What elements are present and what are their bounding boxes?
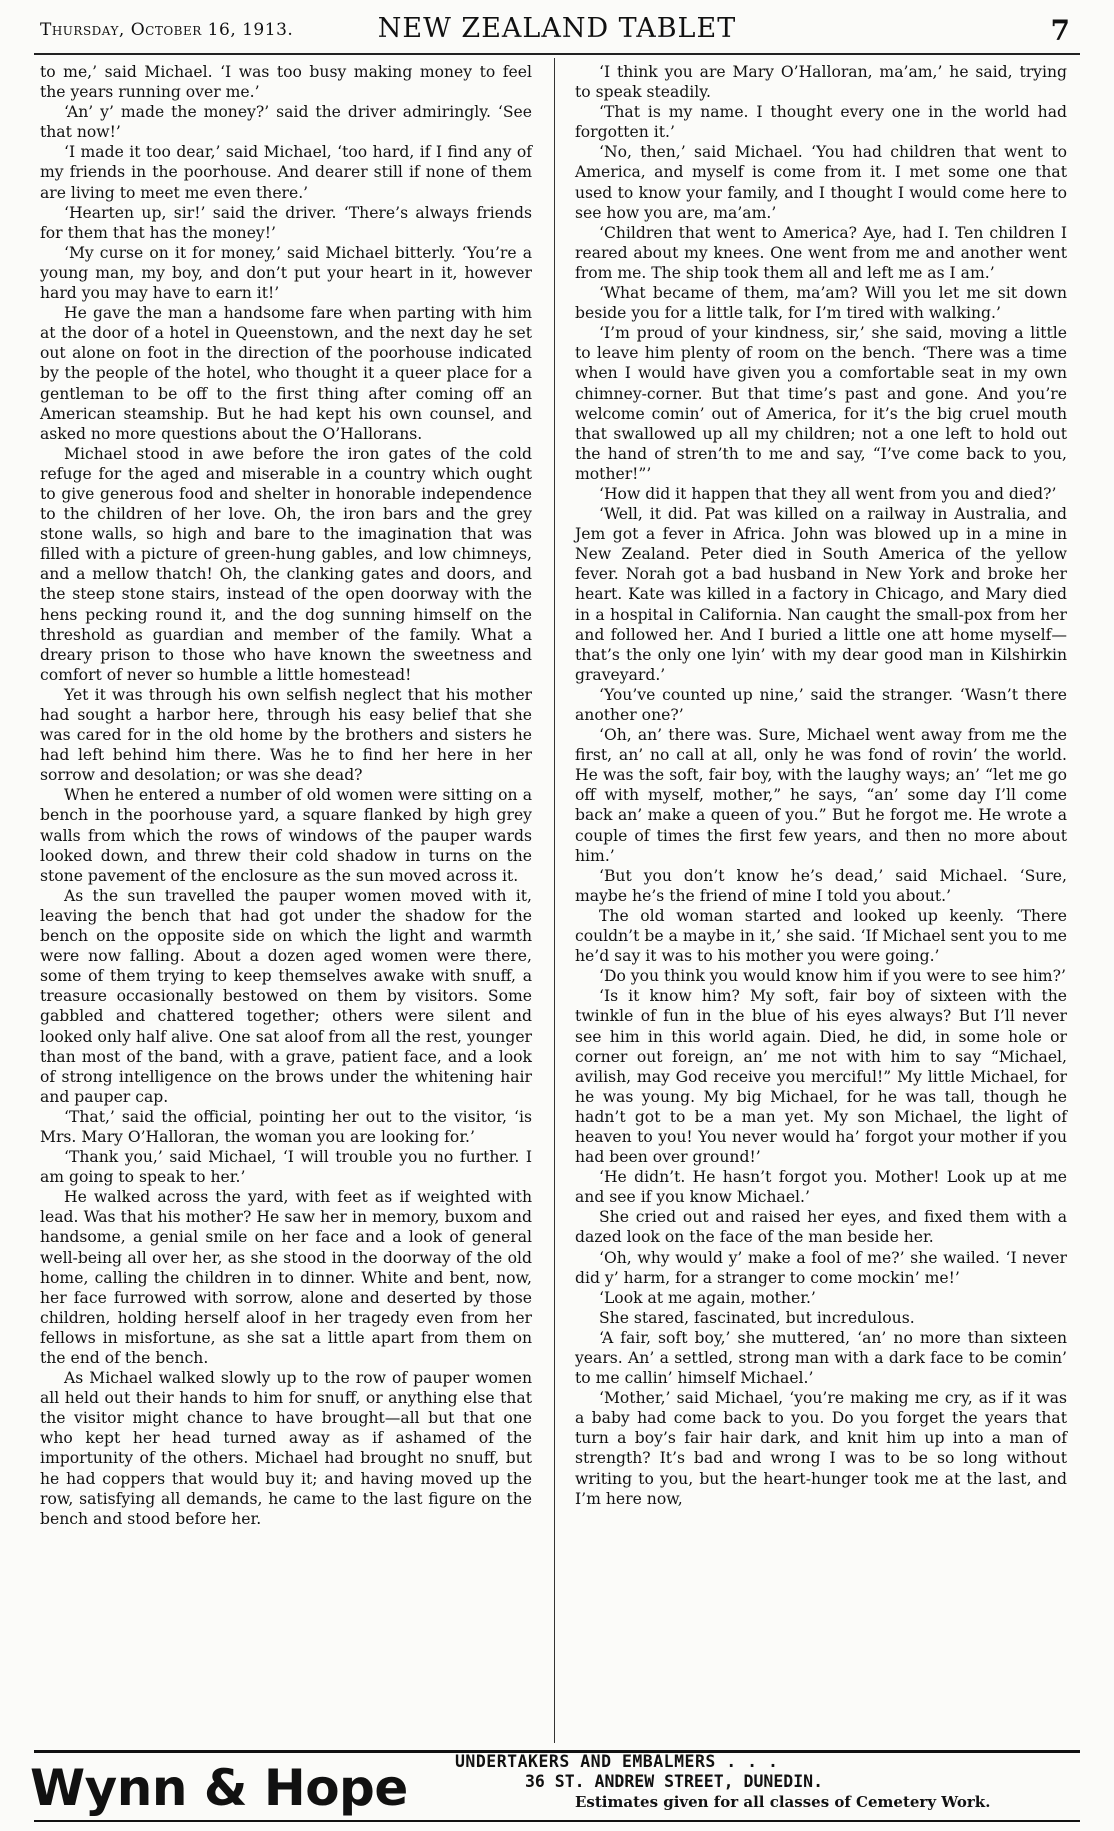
paragraph: ‘That is my name. I thought every one in the world had forgotten it.’: [575, 103, 1067, 142]
paragraph: The old woman started and looked up keenly. ‘There couldn’t be a maybe in it,’ she said. ‘If Michael sent you to me he’d say it was to his mother you were going.’: [575, 906, 1067, 966]
advertisement-text: [455, 1752, 1075, 1812]
paragraph: He walked across the yard, with feet as if weighted with lead. Was that his mother? He saw her in memory, buxom and handsome, a genial smile on her face and a look of general well-being all over her, as she stood in the doorway of the old home, calling the children in to dinner. White and bent, now, her face furrowed with sorrow, alone and deserted by those children, holding herself aloof in her tragedy even from her fellows in misfortune, as she sat a little apart from them on the end of the bench.: [40, 1188, 532, 1367]
ad-services: UNDERTAKERS AND EMBALMERS . . .: [455, 1752, 779, 1771]
paragraph: ‘Oh, an’ there was. Sure, Michael went away from me the first, an’ no call at all, only he was fond of rovin’ the world. He was the soft, fair boy, with the laughy ways; an’ “let me go off with myself, mother,” he says, “an’ some day I’ll come back an’ make a queen of you.” But he forgot me. He wrote a couple of times the first few years, and then no more about him.’: [575, 726, 1067, 865]
paragraph: ‘You’ve counted up nine,’ said the stranger. ‘Wasn’t there another one?’: [575, 685, 1067, 724]
page-number: 7: [1050, 14, 1070, 47]
advertiser-name: Wynn & Hope: [30, 1759, 408, 1817]
paragraph: ‘Oh, why would y’ make a fool of me?’ she wailed. ‘I never did y’ harm, for a stranger to come mockin’ me!’: [575, 1248, 1067, 1287]
paragraph: ‘Mother,’ said Michael, ‘you’re making me cry, as if it was a baby had come back to you. Do you forget the years that turn a boy’s fair hair dark, and knit him up into a man of strength? It’s bad and wrong I was to be so long without writing to you, but the heart-hunger took me at the last, and I’m here now,: [575, 1389, 1067, 1508]
paragraph: He gave the man a handsome fare when parting with him at the door of a hotel in Queenstown, and the next day he set out alone on foot in the direction of the poorhouse indicated by the people of the hotel, who thought it a queer place for a gentleman to be off to the first thing after coming off an American steamship. But he had kept his own counsel, and asked no more questions about the O’Hallorans.: [40, 304, 532, 443]
paragraph: ‘Thank you,’ said Michael, ‘I will trouble you no further. I am going to speak to her.’: [40, 1148, 532, 1187]
header-rule: [34, 53, 1080, 55]
paragraph: ‘But you don’t know he’s dead,’ said Michael. ‘Sure, maybe he’s the friend of mine I told you about.’: [575, 866, 1067, 905]
paragraph: ‘Children that went to America? Aye, had I. Ten children I reared about my knees. One went from me and another went from me. The ship took them all and left me as I am.’: [575, 223, 1067, 282]
right-column: [575, 62, 1067, 1509]
paragraph: ‘Do you think you would know him if you were to see him?’: [599, 967, 1066, 986]
paragraph: to me,’ said Michael. ‘I was too busy making money to feel the years running over me.’: [40, 63, 532, 102]
paragraph: ‘That,’ said the official, pointing her out to the visitor, ‘is Mrs. Mary O’Halloran, the woman you are looking for.’: [40, 1107, 532, 1146]
paragraph: ‘Well, it did. Pat was killed on a railway in Australia, and Jem got a fever in Africa. John was blowed up in a mine in New Zealand. Peter died in South America of the yellow fever. Norah got a bad husband in New York and broke her heart. Kate was killed in a factory in Chicago, and Mary died in a hospital in California. Nan caught the small-pox from her and followed her. And I buried a little one att home myself—that’s the only one lyin’ with my dear good man in Kilshirkin graveyard.’: [575, 505, 1067, 684]
left-column: [40, 62, 532, 1529]
paragraph: Yet it was through his own selfish neglect that his mother had sought a harbor here, through his easy belief that she was cared for in the old home by the brothers and sisters he had left behind him there. Was he to find her here in her sorrow and desolation; or was she dead?: [40, 685, 532, 785]
ad-address: 36 ST. ANDREW STREET, DUNEDIN.: [525, 1772, 824, 1791]
paragraph: ‘Is it know him? My soft, fair boy of sixteen with the twinkle of fun in the blue of his eyes always? But I’ll never see him in this world again. Died, he did, in some hole or corner out foreign, an’ me not with him to say “Michael, avilish, may God receive you merciful!” My little Michael, for he was young. My big Michael, for he was tall, though he hadn’t got to be a man yet. My son Michael, the light of heaven to you! You never would ha’ forgot your mother if you had been over ground!’: [575, 987, 1067, 1167]
paragraph: ‘Hearten up, sir!’ said the driver. ‘There’s always friends for them that has the money!’: [40, 203, 532, 242]
paragraph: ‘Look at me again, mother.’: [599, 1288, 816, 1307]
footer-rule-bottom: [34, 1820, 1080, 1822]
paragraph: ‘I made it too dear,’ said Michael, ‘too hard, if I find any of my friends in the poorhouse. And dearer still if none of them are living to meet me even there.’: [40, 143, 532, 202]
paragraph: As the sun travelled the pauper women moved with it, leaving the bench that had got under the shadow for the bench on the opposite side on which the light and warmth were now falling. About a dozen aged women were there, some of them trying to keep themselves awake with snuff, a treasure occasionally bestowed on them by visitors. Some gabbled and chattered together; others were silent and looked only half alive. One sat aloof from all the rest, younger than most of the band, with a grave, patient face, and a look of strong intelligence on the brows under the whitening hair and pauper cap.: [40, 886, 532, 1106]
paragraph: ‘How did it happen that they all went from you and died?’: [599, 484, 1057, 503]
paragraph: ‘A fair, soft boy,’ she muttered, ‘an’ no more than sixteen years. An’ a settled, strong man with a dark face to be comin’ to me callin’ himself Michael.’: [575, 1328, 1067, 1388]
paragraph: When he entered a number of old women were sitting on a bench in the poorhouse yard, a square flanked by high grey walls from which the rows of windows of the pauper wards looked down, and threw their cold shadow in turns on the stone pavement of the enclosure as the sun moved across it.: [40, 786, 532, 885]
paragraph: She stared, fascinated, but incredulous.: [599, 1308, 915, 1327]
paragraph: ‘What became of them, ma’am? Will you let me sit down beside you for a little talk, for I’m tired with walking.’: [575, 284, 1067, 323]
paragraph: She cried out and raised her eyes, and fixed them with a dazed look on the face of the man beside her.: [575, 1208, 1067, 1247]
publication-title: NEW ZEALAND TABLET: [377, 13, 737, 44]
column-divider: [554, 58, 555, 1743]
paragraph: ‘I think you are Mary O’Halloran, ma’am,’ he said, trying to speak steadily.: [575, 63, 1067, 102]
paragraph: ‘An’ y’ made the money?’ said the driver admiringly. ‘See that now!’: [40, 103, 532, 142]
paragraph: ‘I’m proud of your kindness, sir,’ she said, moving a little to leave him plenty of room on the bench. ‘There was a time when I would have given you a comfortable seat in my own chimney-corner. But that time’s past and gone. And you’re welcome comin’ out of America, for it’s the big cruel mouth that swallowed up all my children; not a one left to hold out the hand of stren’th to me and say, “I’ve come back to you, mother!”’: [575, 324, 1067, 483]
issue-date: Thursday, October 16, 1913.: [40, 20, 294, 40]
paragraph: As Michael walked slowly up to the row of pauper women all held out their hands to him for snuff, or anything else that the visitor might chance to have brought—all but that one who kept her head turned away as if ashamed of the importunity of the others. Michael had brought no snuff, but he had coppers that would buy it; and having moved up the row, satisfying all demands, he came to the last figure on the bench and stood before her.: [40, 1369, 532, 1528]
page-header: [0, 0, 1114, 56]
paragraph: Michael stood in awe before the iron gates of the cold refuge for the aged and miserable in a country which ought to give generous food and shelter in honorable independence to the children of her love. Oh, the iron bars and the grey stone walls, so high and bare to the imagination that was filled with a picture of green-hung gables, and low chimneys, and a mellow thatch! Oh, the clanking gates and doors, and the steep stone stairs, instead of the open doorway with the hens pecking round it, and the dog sunning himself on the threshold as guardian and member of the family. What a dreary prison to those who have known the sweetness and comfort of never so humble a little homestead!: [40, 444, 532, 684]
ad-tagline: Estimates given for all classes of Cemetery Work.: [575, 1793, 991, 1811]
paragraph: ‘He didn’t. He hasn’t forgot you. Mother! Look up at me and see if you know Michael.’: [575, 1168, 1067, 1207]
paragraph: ‘My curse on it for money,’ said Michael bitterly. ‘You’re a young man, my boy, and don’t put your heart in it, however hard you may have to earn it!’: [40, 243, 532, 303]
paragraph: ‘No, then,’ said Michael. ‘You had children that went to America, and myself is come from it. I met some one that used to know your family, and I thought I would come here to see how you are, ma’am.’: [575, 143, 1067, 222]
